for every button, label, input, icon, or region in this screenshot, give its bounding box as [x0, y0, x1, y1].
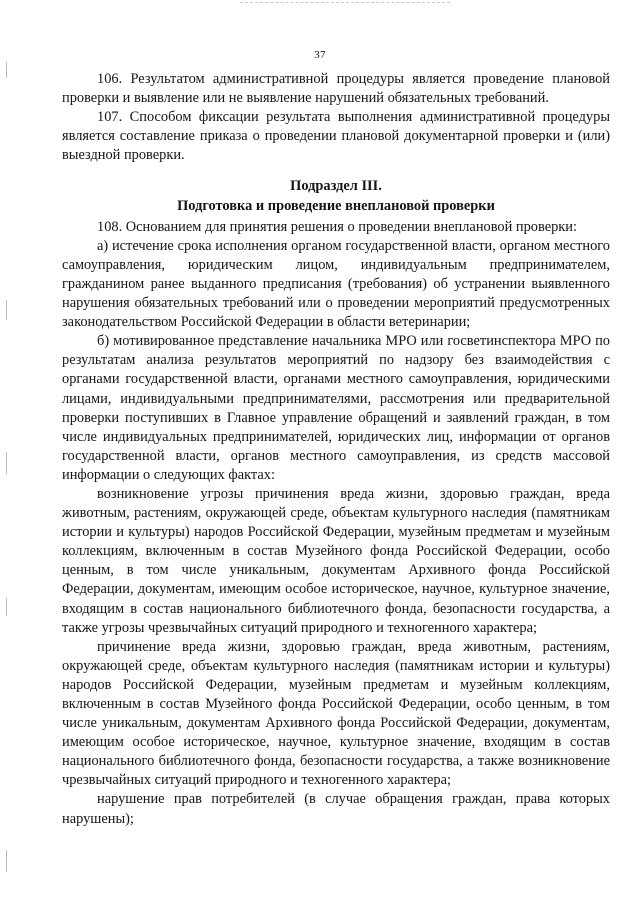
- paragraph-108-a: а) истечение срока исполнения органом государственной власти, органом местного самоуправления, юридическим лицом, индивидуальным предпринимателем, гражданином ранее выданного предписания (требования) об устранении выявленного нарушения обязательных требований или о проведении мероприятий предусмотренных законодательством Российской Федерации в области ветеринарии;: [62, 237, 610, 331]
- scan-artifact-top: [240, 2, 450, 5]
- paragraph-108: 108. Основанием для принятия решения о проведении внеплановой проверки:: [97, 218, 577, 235]
- document-body: [62, 70, 610, 829]
- paragraph-107: 107. Способом фиксации результата выполнения административной процедуры является составление приказа о проведении плановой документарной проверки и (или) выездной проверки.: [62, 109, 610, 164]
- page-number: 37: [314, 49, 326, 61]
- fact-threat-of-harm: возникновение угрозы причинения вреда жизни, здоровью граждан, вреда животным, растениям, окружающей среде, объектам культурного наследия (памятникам истории и культуры) народов Российской Федерации, музейным предметам и музейным коллекциям, включенным в состав Музейного фонда Российской Федерации, особо ценным, в том числе уникальным, документам Архивного фонда Российской Федерации, документам, имеющим особое историческое, научное, культурное значение, входящим в состав национального библиотечного фонда, безопасности государства, а также угрозы чрезвычайных ситуаций природного и техногенного характера;: [62, 485, 610, 636]
- fact-harm-caused: причинение вреда жизни, здоровью граждан, вреда животным, растениям, окружающей среде, объектам культурного наследия (памятникам истории и культуры) народов Российской Федерации, музейным предметам и музейным коллекциям, включенным в состав Музейного фонда Российской Федерации, особо ценным, в том числе уникальным, документам Архивного фонда Российской Федерации, документам, имеющим особое историческое, научное, культурное значение, входящим в состав национального библиотечного фонда, безопасности государства, а также возникновение чрезвычайных ситуаций природного и техногенного характера;: [62, 638, 610, 789]
- paragraph-106: 106. Результатом административной процедуры является проведение плановой проверки и выявление или не выявление нарушений обязательных требований.: [62, 71, 610, 107]
- paragraph-108-b: б) мотивированное представление начальника МРО или госветинспектора МРО по результатам анализа результатов мероприятий по надзору без взаимодействия с органами государственной власти, органами местного самоуправления, юридическими лицами, индивидуальными предпринимателями, рассмотрения или предварительной проверки поступивших в Главное управление обращений и заявлений граждан, в том числе индивидуальных предпринимателей, юридических лиц, информации от органов государственной власти, органов местного самоуправления, из средств массовой информации о следующих фактах:: [62, 333, 610, 483]
- subsection-title: Подготовка и проведение внеплановой проверки: [177, 197, 495, 214]
- fact-consumer-rights-violation: нарушение прав потребителей (в случае обращения граждан, права которых нарушены);: [62, 791, 610, 827]
- subsection-number: Подраздел III.: [290, 178, 382, 195]
